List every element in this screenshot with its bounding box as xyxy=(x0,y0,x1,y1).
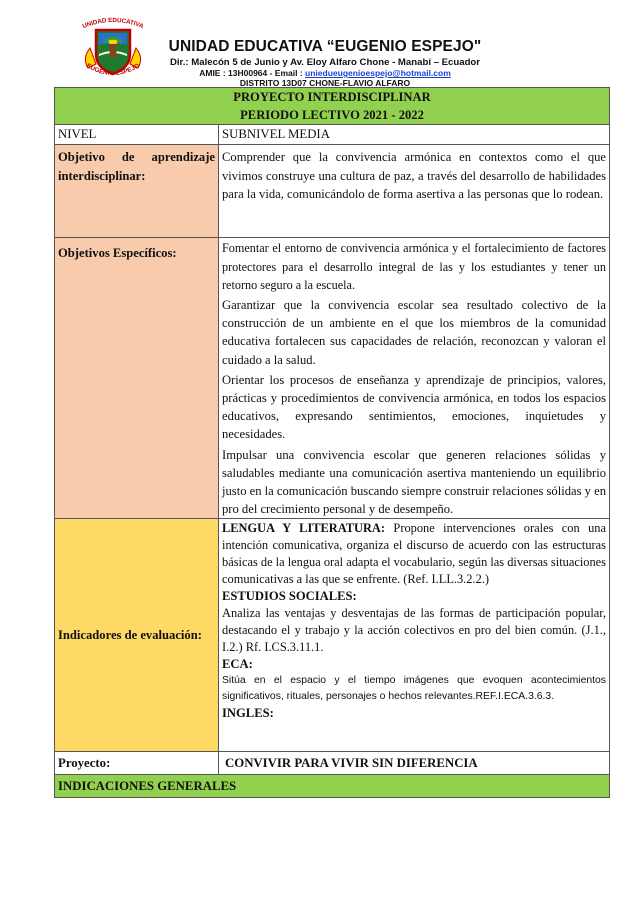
nivel-label: NIVEL xyxy=(55,125,219,145)
especifico-item: Orientar los procesos de enseñanza y aprendizaje de principios, valores, prácticas y procedimientos de convivencia armónica, en todos los espacios educativos, expresando sentimientos, emociones, inquietudes y necesidades. xyxy=(222,372,606,442)
eca-text: Sitúa en el espacio y el tiempo imágenes que evoquen acontecimientos significativos, rituales, personajes o hechos relevantes.REF.I.ECA.3.6.3. xyxy=(222,675,606,703)
amie-prefix: AMIE : 13H00964 - Email : xyxy=(199,68,306,78)
email-link[interactable]: uniedueugenioespejo@hotmail.com xyxy=(305,68,451,78)
period-title: PERIODO LECTIVO 2021 - 2022 xyxy=(240,108,424,123)
logo-text-bottom: EUGENIO ESPEJO xyxy=(85,62,141,78)
nivel-row xyxy=(55,125,610,145)
title-row xyxy=(55,88,610,125)
especificos-cell xyxy=(219,238,610,519)
project-title: PROYECTO INTERDISCIPLINAR xyxy=(233,90,431,104)
eca-heading: ECA: xyxy=(222,657,253,672)
indicadores-label: Indicadores de evaluación: xyxy=(55,519,219,752)
svg-text:UNIDAD EDUCATIVA xyxy=(82,17,145,30)
proyecto-row xyxy=(55,752,610,775)
title-cell xyxy=(55,88,610,125)
indicadores-cell xyxy=(219,519,610,752)
logo-text-top: UNIDAD EDUCATIVA xyxy=(81,16,145,31)
especifico-item: Garantizar que la convivencia escolar sea resultado colectivo de la construcción de un ambiente en el que los miembros de la comunidad educativa fortalecen sus capacidades de relación, reconozcan y valoran el cuidado a la salud. xyxy=(222,298,606,367)
nivel-value: SUBNIVEL MEDIA xyxy=(219,125,610,145)
lengua-text: Propone intervenciones orales con una intención comunicativa, organiza el discurso de acuerdo con las estructuras básicas de la lengua oral adapta el vocabulario, según las diversas situaciones comunicativas a las que se enfrente. (Ref. I.LL.3.2.2.) xyxy=(222,521,606,587)
indicaciones-label: INDICACIONES GENERALES xyxy=(55,775,610,798)
distrito-line: DISTRITO 13D07 CHONE-FLAVIO ALFARO xyxy=(239,78,411,88)
lengua-block xyxy=(222,520,606,588)
letterhead xyxy=(0,0,638,86)
project-table xyxy=(54,87,610,798)
proyecto-value: CONVIVIR PARA VIVIR SIN DIFERENCIA xyxy=(219,752,610,775)
sociales-text: Analiza las ventajas y desventajas de las formas de participación popular, destacando el y trabajo y la acción colectivos en pro del bien común. (J.1., I.2.) Rf. I.CS.3.11.1. xyxy=(222,606,606,655)
objetivo-cell xyxy=(219,145,610,238)
ingles-heading: INGLES: xyxy=(222,706,274,721)
proyecto-label: Proyecto: xyxy=(55,752,219,775)
objetivo-row xyxy=(55,145,610,238)
school-logo-icon xyxy=(76,14,150,82)
objetivo-text: Comprender que la convivencia armónica en contextos como el que vivimos construye una cultura de paz, a través del desarrollo de habilidades para la vida, comunicándolo de forma asertiva a las personas que lo rodean. xyxy=(222,150,606,201)
especificos-label: Objetivos Específicos: xyxy=(55,238,219,519)
lengua-heading: LENGUA Y LITERATURA: xyxy=(222,521,386,536)
amie-line xyxy=(150,68,500,78)
especificos-row xyxy=(55,238,610,519)
especifico-item: Impulsar una convivencia escolar que generen relaciones sólidas y saludables mediante una comunicación asertiva manteniendo un equilibrio justo en la comunicación buscando siempre construir relaciones sólidas y en pro del crecimiento personal y de desempeño. xyxy=(222,447,606,517)
especifico-item: Fomentar el entorno de convivencia armónica y el fortalecimiento de factores protectores para el desarrollo integral de las y los estudiantes y tener un retorno seguro a la escuela. xyxy=(222,241,606,292)
indicaciones-row xyxy=(55,775,610,798)
school-name: UNIDAD EDUCATIVA “EUGENIO ESPEJO" xyxy=(168,38,482,55)
objetivo-label: Objetivo de aprendizaje interdisciplinar: xyxy=(55,145,219,238)
indicadores-row xyxy=(55,519,610,752)
sociales-heading: ESTUDIOS SOCIALES: xyxy=(222,589,357,604)
school-address: Dir.: Malecón 5 de Junio y Av. Eloy Alfaro Chone - Manabí – Ecuador xyxy=(169,57,481,68)
